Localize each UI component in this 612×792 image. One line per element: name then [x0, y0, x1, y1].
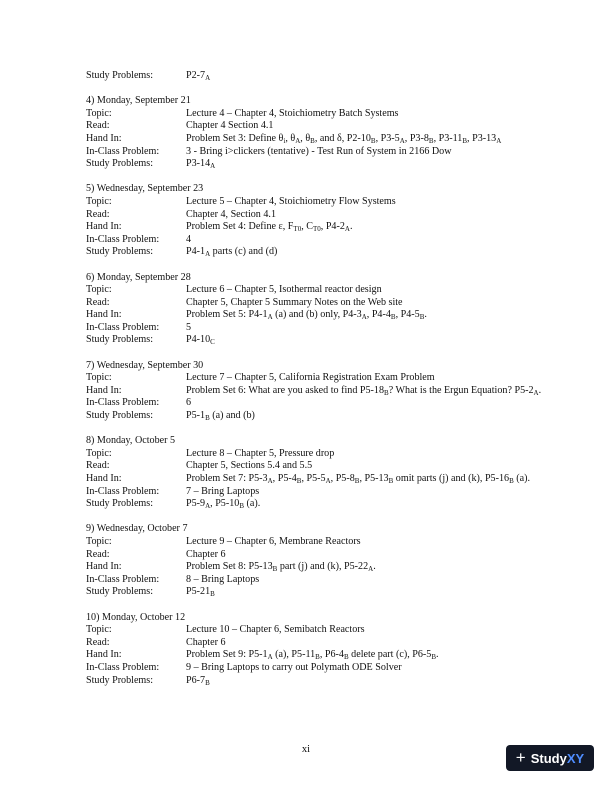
studyxy-logo: [506, 745, 594, 771]
study-label: Study Problems:: [86, 334, 154, 346]
inclass-value: 4: [186, 233, 192, 245]
entry-block: [86, 435, 546, 511]
hand-value: Problem Set 3: Define $\theta_i$, $\theta_A$, $\theta_B$, and δ, $P2-10_B$, $P3-5_A$, $P3-8_B$, $P3-11_B$, $P3-13_A$: [186, 132, 502, 145]
study-label: Study Problems:: [86, 674, 154, 686]
entry-block: [86, 612, 546, 688]
topic-label: Topic:: [86, 535, 112, 547]
study-value: $P5-21_B$: [186, 586, 215, 599]
page-number: xi: [301, 744, 311, 755]
topic-label: Topic:: [86, 107, 112, 119]
inclass-value: 5: [186, 321, 192, 333]
topic-label: Topic:: [86, 195, 112, 207]
study-value: $P6-7_B$: [186, 674, 210, 687]
inclass-label: In-Class Problem:: [86, 233, 160, 245]
inclass-value: 8 – Bring Laptops: [186, 573, 260, 585]
read-label: Read:: [86, 120, 110, 132]
inclass-row: [86, 234, 546, 247]
read-value: Chapter 5, Sections 5.4 and 5.5: [186, 460, 313, 472]
read-value: Chapter 4, Section 4.1: [186, 208, 276, 220]
study-row: [86, 498, 546, 511]
entry-heading: 5) Wednesday, September 23: [86, 183, 204, 195]
study-label: Study Problems:: [86, 586, 154, 598]
hand-value: Problem Set 5: $P4-1_A$ (a) and (b) only, $P4-3_A$, $P4-4_B$, $P4-5_B$.: [186, 309, 427, 322]
read-label: Read:: [86, 296, 110, 308]
read-label: Read:: [86, 548, 110, 560]
hand-label: Hand In:: [86, 561, 122, 573]
inclass-row: [86, 146, 546, 159]
read-row: [86, 120, 546, 133]
topic-value: Lecture 9 – Chapter 6, Membrane Reactors: [186, 535, 361, 547]
plus-icon: +: [515, 748, 526, 767]
entries: [86, 95, 546, 687]
hand-row: [86, 385, 546, 398]
inclass-label: In-Class Problem:: [86, 661, 160, 673]
inclass-value: 6: [186, 397, 192, 409]
topic-value: Lecture 4 – Chapter 4, Stoichiometry Batch Systems: [186, 107, 399, 119]
topic-value: Lecture 5 – Chapter 4, Stoichiometry Flow Systems: [186, 195, 396, 207]
hand-label: Hand In:: [86, 649, 122, 661]
inclass-value: 3 - Bring i>clickers (tentative) - Test Run of System in 2166 Dow: [186, 145, 452, 157]
inclass-row: [86, 574, 546, 587]
hand-label: Hand In:: [86, 473, 122, 484]
topic-row: [86, 536, 546, 549]
topic-row: [86, 284, 546, 297]
study-value: $P3-14_A$: [186, 158, 216, 171]
hand-row: [86, 309, 546, 322]
study-row: [86, 410, 546, 423]
entry-block: [86, 183, 546, 259]
inclass-label: In-Class Problem:: [86, 397, 160, 409]
inclass-row: [86, 662, 546, 675]
study-value: $P5-9_A$, $P5-10_B$ (a).: [186, 498, 261, 511]
entry-heading: 9) Wednesday, October 7: [86, 523, 188, 535]
read-row: [86, 637, 546, 650]
hand-row: [86, 133, 546, 146]
topic-label: Topic:: [86, 624, 112, 636]
entry-block: [86, 272, 546, 348]
entry-heading: 4) Monday, September 21: [86, 95, 191, 107]
topic-row: [86, 448, 546, 461]
topic-value: Lecture 10 – Chapter 6, Semibatch Reactors: [186, 624, 365, 636]
study-label: Study Problems:: [86, 70, 154, 81]
hand-label: Hand In:: [86, 221, 122, 233]
hand-row: [86, 221, 546, 234]
hand-row: [86, 473, 546, 486]
hand-row: [86, 649, 546, 662]
hand-label: Hand In:: [86, 309, 122, 321]
entry-heading: 7) Wednesday, September 30: [86, 359, 204, 371]
hand-value: Problem Set 6: What are you asked to find $P5-18_B$? What is the Ergun Equation? $P5-2_A$.: [186, 384, 542, 397]
topic-label: Topic:: [86, 284, 112, 296]
topic-value: Lecture 8 – Chapter 5, Pressure drop: [186, 447, 335, 459]
read-row: [86, 209, 546, 222]
entry-block: [86, 360, 546, 423]
inclass-row: [86, 322, 546, 335]
hand-value: Problem Set 8: $P5-13_B$ part (j) and (k), $P5-22_A$.: [186, 561, 376, 574]
read-value: Chapter 6: [186, 636, 226, 648]
read-row: [86, 460, 546, 473]
schedule: [86, 70, 546, 687]
inclass-value: 7 – Bring Laptops: [186, 485, 260, 497]
topic-row: [86, 108, 546, 121]
read-label: Read:: [86, 460, 110, 472]
topic-value: Lecture 7 – Chapter 5, California Registration Exam Problem: [186, 372, 435, 384]
topic-row: [86, 372, 546, 385]
read-value: Chapter 4 Section 4.1: [186, 120, 274, 132]
read-row: [86, 549, 546, 562]
topic-value: Lecture 6 – Chapter 5, Isothermal reactor design: [186, 284, 382, 296]
study-row: [86, 586, 546, 599]
study-label: Study Problems:: [86, 410, 154, 422]
inclass-value: 9 – Bring Laptops to carry out Polymath ODE Solver: [186, 661, 402, 673]
study-row: [86, 334, 546, 347]
hand-value: Problem Set 9: $P5-1_A$ (a), $P5-11_B$, $P6-4_B$ delete part (c), $P6-5_B$.: [186, 649, 439, 662]
inclass-label: In-Class Problem:: [86, 485, 160, 497]
study-value: $P4-1_A$ parts (c) and (d): [186, 246, 278, 259]
hand-row: [86, 561, 546, 574]
study-row: [86, 158, 546, 171]
study-label: Study Problems:: [86, 246, 154, 258]
read-label: Read:: [86, 208, 110, 220]
study-label: Study Problems:: [86, 158, 154, 170]
entry-heading: 10) Monday, October 12: [86, 611, 186, 623]
inclass-row: [86, 397, 546, 410]
logo-brand-accent: XY: [566, 750, 585, 766]
entry-heading: 8) Monday, October 5: [86, 435, 176, 447]
hand-value: Problem Set 4: Define ε, $F_{T0}$, $C_{T0}$, $P4-2_A$.: [186, 221, 353, 234]
read-value: Chapter 5, Chapter 5 Summary Notes on the Web site: [186, 296, 403, 308]
inclass-row: [86, 486, 546, 499]
study-label: Study Problems:: [86, 498, 154, 510]
entry-block: [86, 523, 546, 599]
topic-label: Topic:: [86, 447, 112, 459]
topic-label: Topic:: [86, 372, 112, 384]
hand-label: Hand In:: [86, 132, 122, 144]
read-label: Read:: [86, 636, 110, 648]
logo-brand-main: Study: [530, 750, 567, 766]
topic-row: [86, 624, 546, 637]
read-value: Chapter 6: [186, 548, 226, 560]
study-row: [86, 675, 546, 688]
hand-label: Hand In:: [86, 384, 122, 396]
inclass-label: In-Class Problem:: [86, 145, 160, 157]
study-value: $P4-10_C$: [186, 334, 215, 347]
entry-heading: 6) Monday, September 28: [86, 271, 191, 283]
top-study-row: [86, 70, 546, 83]
inclass-label: In-Class Problem:: [86, 321, 160, 333]
entry-block: [86, 95, 546, 171]
study-value: $P2-7_A$: [186, 70, 211, 82]
read-row: [86, 297, 546, 310]
study-row: [86, 246, 546, 259]
topic-row: [86, 196, 546, 209]
inclass-label: In-Class Problem:: [86, 573, 160, 585]
study-value: $P5-1_B$ (a) and (b): [186, 410, 255, 423]
hand-value: Problem Set 7: $P5-3_A$, $P5-4_B$, $P5-5_A$, $P5-8_B$, $P5-13_B$ omit parts (j) and (k), $P5-16_B$ (a).: [186, 473, 530, 485]
